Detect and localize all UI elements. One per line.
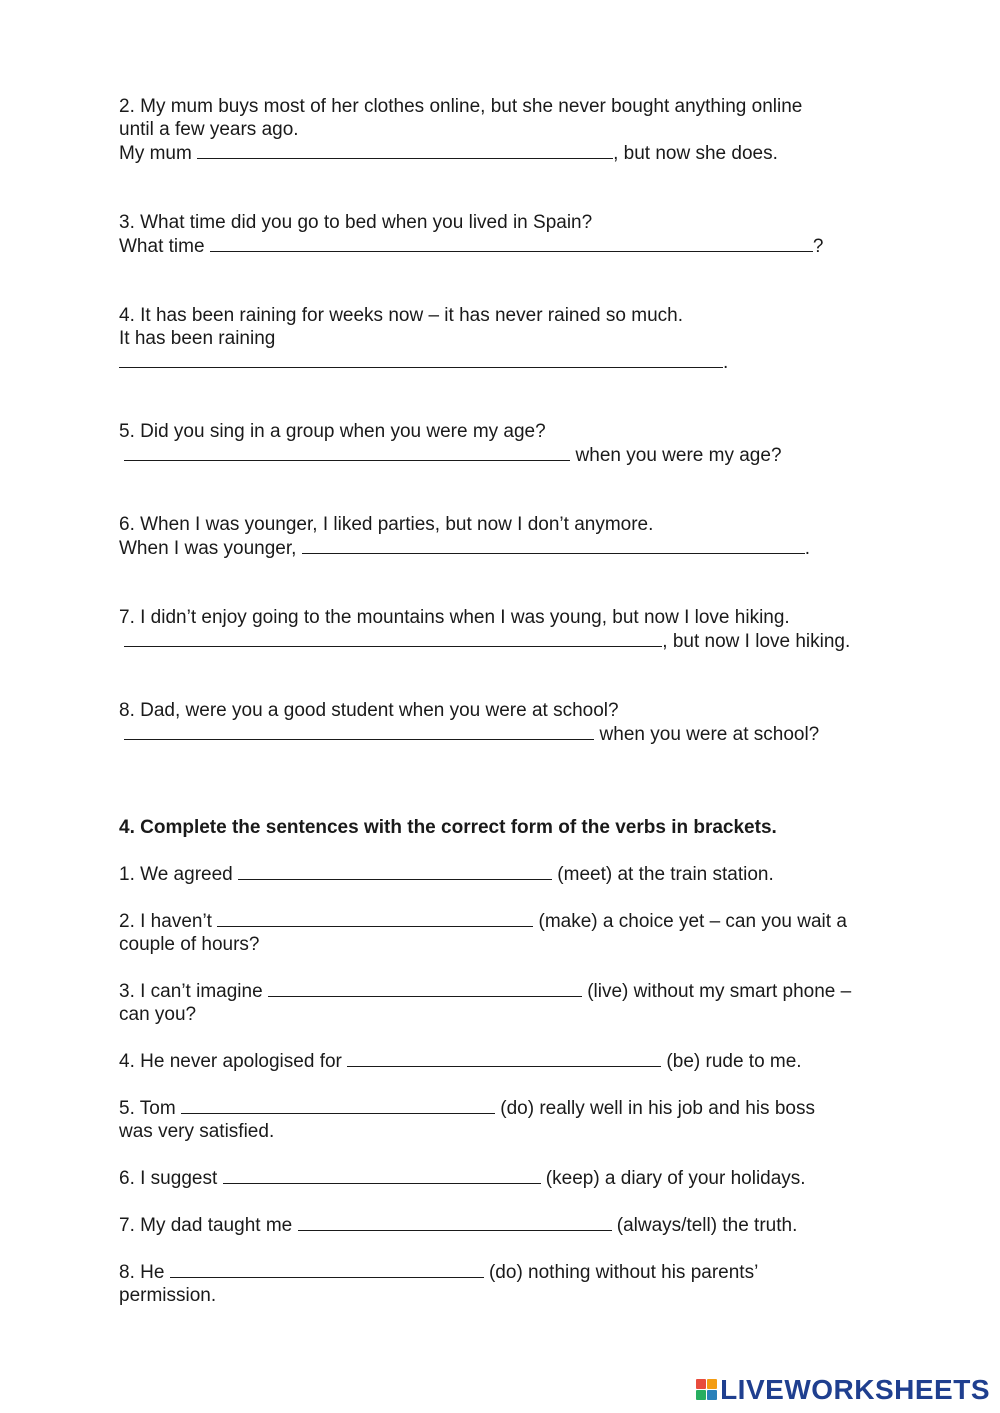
answer-suffix: , but now she does. (613, 143, 778, 164)
item-prefix: 8. He (119, 1262, 170, 1283)
question-line: 5. Did you sing in a group when you were my age? (119, 421, 546, 442)
rewrite-item-5 (119, 420, 909, 467)
answer-blank[interactable] (347, 1049, 661, 1067)
answer-blank[interactable] (217, 909, 533, 927)
rewrite-item-3 (119, 211, 909, 258)
liveworksheets-logo-icon (696, 1379, 717, 1400)
answer-line (119, 234, 909, 258)
rewrite-item-2 (119, 95, 909, 165)
rewrite-item-7 (119, 606, 909, 653)
verb-item-8 (119, 1260, 909, 1307)
verb-item-5 (119, 1096, 909, 1143)
verb-item-7 (119, 1213, 909, 1237)
question-line: 8. Dad, were you a good student when you were at school? (119, 700, 619, 721)
verb-item-6 (119, 1166, 909, 1190)
item-suffix: (keep) a diary of your holidays. (540, 1168, 806, 1189)
answer-suffix: . (723, 352, 729, 373)
answer-blank[interactable] (298, 1213, 612, 1231)
answer-blank[interactable] (181, 1096, 495, 1114)
answer-blank[interactable] (119, 350, 723, 368)
answer-suffix: ? (812, 236, 824, 257)
item-prefix: 5. Tom (119, 1098, 181, 1119)
rewrite-item-8 (119, 699, 909, 746)
answer-blank[interactable] (238, 862, 552, 880)
rewrite-item-6 (119, 513, 909, 560)
answer-blank[interactable] (210, 234, 813, 252)
item-prefix: 6. I suggest (119, 1168, 223, 1189)
answer-blank[interactable] (223, 1166, 541, 1184)
question-line: 7. I didn’t enjoy going to the mountains when I was young, but now I love hiking. (119, 607, 790, 628)
section-heading: 4. Complete the sentences with the correct form of the verbs in brackets. (119, 817, 777, 838)
item-suffix: (always/tell) the truth. (611, 1215, 798, 1236)
rewrite-item-4 (119, 304, 909, 374)
item-suffix: (do) nothing without his parents’ (483, 1262, 759, 1283)
item-prefix: 7. My dad taught me (119, 1215, 298, 1236)
answer-blank[interactable] (197, 141, 613, 159)
answer-suffix: . (804, 538, 810, 559)
item-prefix: 4. He never apologised for (119, 1051, 348, 1072)
item-suffix: (make) a choice yet – can you wait a (533, 911, 847, 932)
verb-item-2 (119, 909, 909, 956)
answer-suffix: when you were at school? (594, 724, 820, 745)
item-continuation: can you? (119, 1004, 197, 1025)
answer-line (119, 443, 909, 467)
item-continuation: was very satisfied. (119, 1121, 275, 1142)
answer-blank[interactable] (170, 1260, 484, 1278)
question-line: 3. What time did you go to bed when you lived in Spain? (119, 212, 593, 233)
verb-item-3 (119, 979, 909, 1026)
answer-blank[interactable] (124, 443, 570, 461)
item-suffix: (be) rude to me. (661, 1051, 802, 1072)
item-prefix: 2. I haven’t (119, 911, 218, 932)
liveworksheets-footer[interactable] (696, 1374, 990, 1405)
brand-name: LIVEWORKSHEETS (720, 1374, 990, 1405)
question-line: until a few years ago. (119, 119, 299, 140)
verb-item-1 (119, 862, 909, 886)
item-continuation: permission. (119, 1285, 217, 1306)
answer-suffix: when you were my age? (570, 445, 782, 466)
answer-blank[interactable] (302, 536, 805, 554)
answer-suffix: , but now I love hiking. (662, 631, 851, 652)
item-suffix: (live) without my smart phone – (581, 981, 852, 1002)
answer-line (119, 536, 909, 560)
answer-line (119, 722, 909, 746)
verb-item-4 (119, 1049, 909, 1073)
question-line: 4. It has been raining for weeks now – it has never rained so much. (119, 305, 683, 326)
item-prefix: 1. We agreed (119, 864, 239, 885)
answer-blank[interactable] (268, 979, 582, 997)
answer-blank[interactable] (124, 629, 662, 647)
item-prefix: 3. I can’t imagine (119, 981, 268, 1002)
question-line: It has been raining (119, 328, 276, 349)
answer-prefix: What time (119, 236, 210, 257)
answer-line (119, 629, 909, 653)
item-suffix: (meet) at the train station. (552, 864, 774, 885)
answer-line (119, 350, 909, 374)
rewrite-section (119, 95, 909, 746)
answer-blank[interactable] (124, 722, 594, 740)
worksheet-page (119, 95, 909, 1330)
item-continuation: couple of hours? (119, 934, 260, 955)
verb-form-section (119, 816, 909, 1307)
question-line: 2. My mum buys most of her clothes online, but she never bought anything online (119, 96, 803, 117)
answer-line (119, 141, 909, 165)
answer-prefix: My mum (119, 143, 198, 164)
question-line: 6. When I was younger, I liked parties, but now I don’t anymore. (119, 514, 654, 535)
answer-prefix: When I was younger, (119, 538, 302, 559)
item-suffix: (do) really well in his job and his boss (494, 1098, 815, 1119)
